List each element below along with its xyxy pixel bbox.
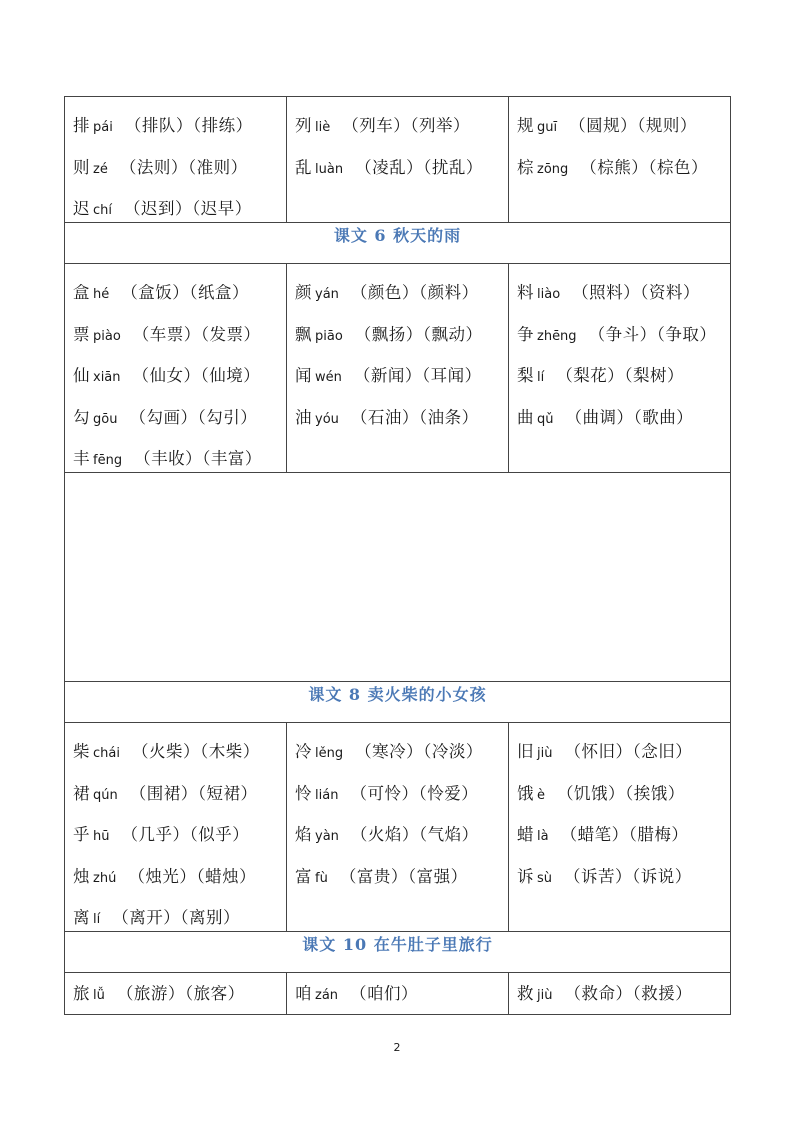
vocab-entry bbox=[295, 355, 508, 397]
vocab-cell bbox=[65, 97, 287, 223]
vocab-entry bbox=[295, 856, 508, 898]
vocab-char: 则 bbox=[73, 157, 90, 177]
vocab-char: 票 bbox=[73, 324, 90, 344]
vocab-char: 裙 bbox=[73, 783, 90, 803]
vocab-words: （丰收）（丰富） bbox=[134, 449, 262, 468]
vocab-char: 咱 bbox=[295, 984, 312, 1003]
cell-body bbox=[509, 264, 730, 472]
vocab-char: 焰 bbox=[295, 825, 312, 844]
vocab-words: （迟到）（迟早） bbox=[124, 199, 252, 218]
vocab-char: 饿 bbox=[517, 783, 534, 803]
vocab-entry bbox=[517, 272, 730, 314]
vocab-char: 盒 bbox=[73, 283, 90, 302]
vocab-char: 料 bbox=[517, 283, 534, 302]
vocab-words: （飘扬）（飘动） bbox=[354, 324, 483, 344]
vocab-row bbox=[65, 973, 731, 1015]
vocab-pinyin: zhú bbox=[93, 870, 117, 886]
vocab-char: 仙 bbox=[73, 366, 90, 385]
vocab-entry bbox=[517, 814, 730, 856]
vocab-row bbox=[65, 97, 731, 223]
vocab-char: 冷 bbox=[295, 742, 312, 761]
cell-body bbox=[287, 264, 508, 472]
vocab-words: （蜡笔）（腊梅） bbox=[560, 825, 689, 844]
vocab-char: 棕 bbox=[517, 157, 534, 177]
vocab-cell bbox=[65, 723, 287, 932]
vocab-words: （列车）（列举） bbox=[342, 116, 470, 135]
vocab-words: （救命）（救援） bbox=[564, 984, 693, 1003]
vocab-entry bbox=[73, 314, 286, 356]
vocab-words: （火柴）（木柴） bbox=[131, 742, 260, 761]
vocab-pinyin: zán bbox=[315, 988, 339, 1003]
vocab-char: 旧 bbox=[517, 742, 534, 761]
vocab-words: （石油）（油条） bbox=[350, 407, 479, 427]
vocab-pinyin: là bbox=[537, 829, 549, 844]
vocab-pinyin: hū bbox=[93, 829, 110, 844]
vocab-words: （富贵）（富强） bbox=[339, 866, 468, 886]
cell-body bbox=[65, 973, 286, 1014]
vocab-entry bbox=[517, 773, 730, 815]
vocab-pinyin: liè bbox=[315, 120, 331, 135]
vocab-words: （法则）（准则） bbox=[119, 157, 248, 177]
vocab-words: （棕熊）（棕色） bbox=[580, 157, 709, 177]
cell-body bbox=[287, 97, 508, 222]
vocab-char: 油 bbox=[295, 407, 312, 427]
vocab-cell bbox=[287, 973, 509, 1015]
vocab-cell bbox=[509, 97, 731, 223]
vocab-words: （怀旧）（念旧） bbox=[564, 742, 693, 761]
vocab-entry bbox=[73, 731, 286, 773]
vocab-pinyin: xiān bbox=[93, 370, 121, 385]
vocab-entry bbox=[73, 397, 286, 439]
vocab-words: （可怜）（怜爱） bbox=[350, 783, 479, 803]
vocab-pinyin: è bbox=[537, 787, 545, 803]
vocab-words: （几乎）（似乎） bbox=[121, 825, 250, 844]
vocab-words: （新闻）（耳闻） bbox=[353, 366, 482, 385]
vocab-entry bbox=[295, 731, 508, 773]
vocab-words: （排队）（排练） bbox=[124, 116, 253, 135]
vocab-char: 怜 bbox=[295, 783, 312, 803]
vocab-entry bbox=[73, 814, 286, 856]
vocab-words: （圆规）（规则） bbox=[569, 116, 697, 135]
vocab-pinyin: qǔ bbox=[537, 411, 554, 427]
vocab-pinyin: yán bbox=[315, 287, 339, 302]
vocab-pinyin: lí bbox=[93, 912, 101, 927]
vocab-cell bbox=[65, 264, 287, 473]
vocab-entry bbox=[73, 272, 286, 314]
vocab-pinyin: qún bbox=[93, 787, 118, 803]
vocab-entry bbox=[295, 814, 508, 856]
vocab-entry bbox=[295, 773, 508, 815]
vocab-words: （颜色）（颜料） bbox=[350, 283, 479, 302]
page-number: 2 bbox=[393, 1041, 401, 1054]
vocab-pinyin: liào bbox=[537, 287, 561, 302]
vocab-char: 争 bbox=[517, 324, 534, 344]
vocab-char: 规 bbox=[517, 116, 534, 135]
vocab-entry bbox=[517, 856, 730, 898]
vocab-pinyin: lǚ bbox=[93, 988, 105, 1003]
vocab-entry bbox=[295, 314, 508, 356]
vocab-char: 丰 bbox=[73, 449, 90, 468]
vocab-words: （曲调）（歌曲） bbox=[565, 407, 694, 427]
vocab-char: 闻 bbox=[295, 366, 312, 385]
vocab-cell bbox=[509, 973, 731, 1015]
vocab-char: 蜡 bbox=[517, 825, 534, 844]
vocab-words: （诉苦）（诉说） bbox=[564, 866, 692, 886]
lesson-heading: 课文 6 秋天的雨 bbox=[65, 223, 731, 264]
vocab-char: 乱 bbox=[295, 157, 312, 177]
vocab-pinyin: zōng bbox=[537, 161, 569, 177]
vocab-char: 颜 bbox=[295, 283, 312, 302]
vocab-entry bbox=[517, 731, 730, 773]
cell-body bbox=[509, 723, 730, 931]
cell-body bbox=[287, 973, 508, 1014]
lesson-heading: 课文 10 在牛肚子里旅行 bbox=[65, 932, 731, 973]
vocab-char: 迟 bbox=[73, 199, 90, 218]
lesson-heading-row bbox=[65, 682, 731, 723]
cell-body bbox=[65, 97, 286, 222]
vocab-char: 诉 bbox=[517, 866, 534, 886]
vocab-words: （仙女）（仙境） bbox=[132, 366, 261, 385]
vocab-pinyin: jiù bbox=[537, 746, 553, 761]
blank-cell bbox=[65, 473, 731, 682]
blank-row bbox=[65, 473, 731, 682]
vocab-entry bbox=[73, 856, 286, 898]
vocab-pinyin: yóu bbox=[315, 411, 339, 427]
vocab-words: （围裙）（短裙） bbox=[129, 783, 258, 803]
vocab-entry bbox=[517, 314, 730, 356]
vocab-char: 勾 bbox=[73, 407, 90, 427]
vocab-pinyin: chái bbox=[93, 746, 120, 761]
vocab-pinyin: lí bbox=[537, 370, 545, 385]
vocab-pinyin: chí bbox=[93, 203, 112, 218]
vocab-row bbox=[65, 723, 731, 932]
vocab-words: （盒饭）（纸盒） bbox=[121, 283, 249, 302]
vocab-char: 乎 bbox=[73, 825, 90, 844]
vocab-entry bbox=[517, 973, 730, 1015]
vocab-words: （梨花）（梨树） bbox=[556, 366, 684, 385]
vocab-char: 柴 bbox=[73, 742, 90, 761]
vocab-char: 离 bbox=[73, 908, 90, 927]
vocab-pinyin: lěng bbox=[315, 746, 344, 761]
vocab-entry bbox=[517, 105, 730, 147]
vocab-entry bbox=[73, 355, 286, 397]
vocab-entry bbox=[73, 105, 286, 147]
vocab-pinyin: gōu bbox=[93, 411, 118, 427]
vocab-entry bbox=[295, 105, 508, 147]
vocab-words: （勾画）（勾引） bbox=[129, 407, 258, 427]
vocab-words: （寒冷）（冷淡） bbox=[355, 742, 483, 761]
cell-body bbox=[65, 264, 286, 472]
vocab-char: 烛 bbox=[73, 866, 90, 886]
vocabulary-table bbox=[64, 96, 731, 1015]
vocab-pinyin: fù bbox=[315, 870, 328, 886]
vocab-entry bbox=[295, 973, 508, 1015]
vocab-words: （凌乱）（扰乱） bbox=[355, 157, 483, 177]
vocab-entry bbox=[73, 973, 286, 1015]
vocab-pinyin: zé bbox=[93, 161, 108, 177]
vocab-cell bbox=[287, 97, 509, 223]
vocab-entry bbox=[73, 147, 286, 189]
vocab-pinyin: jiù bbox=[537, 988, 553, 1003]
vocab-cell bbox=[509, 264, 731, 473]
vocab-words: （争斗）（争取） bbox=[588, 324, 717, 344]
vocab-entry bbox=[73, 773, 286, 815]
vocab-cell bbox=[287, 264, 509, 473]
vocab-char: 旅 bbox=[73, 984, 90, 1003]
vocab-words: （咱们） bbox=[350, 984, 419, 1003]
vocab-entry bbox=[517, 397, 730, 439]
vocab-words: （车票）（发票） bbox=[132, 324, 261, 344]
vocab-pinyin: guī bbox=[537, 120, 558, 135]
vocab-entry bbox=[295, 272, 508, 314]
vocab-pinyin: wén bbox=[315, 370, 342, 385]
lesson-heading: 课文 8 卖火柴的小女孩 bbox=[65, 682, 731, 723]
vocab-pinyin: sù bbox=[537, 870, 553, 886]
vocab-char: 梨 bbox=[517, 366, 534, 385]
vocab-pinyin: zhēng bbox=[537, 328, 577, 344]
vocab-words: （火焰）（气焰） bbox=[350, 825, 479, 844]
vocab-pinyin: yàn bbox=[315, 829, 339, 844]
vocab-char: 救 bbox=[517, 984, 534, 1003]
vocab-char: 列 bbox=[295, 116, 312, 135]
vocab-pinyin: luàn bbox=[315, 161, 344, 177]
cell-body bbox=[65, 723, 286, 931]
vocab-pinyin: hé bbox=[93, 287, 110, 302]
vocab-entry bbox=[295, 147, 508, 189]
cell-body bbox=[509, 973, 730, 1014]
vocab-words: （照料）（资料） bbox=[572, 283, 700, 302]
vocab-words: （烛光）（蜡烛） bbox=[128, 866, 257, 886]
vocab-entry bbox=[295, 397, 508, 439]
cell-body bbox=[287, 723, 508, 931]
cell-body bbox=[509, 97, 730, 222]
vocab-pinyin: pái bbox=[93, 120, 113, 135]
vocab-entry bbox=[517, 147, 730, 189]
vocab-pinyin: lián bbox=[315, 787, 339, 803]
vocab-char: 排 bbox=[73, 116, 90, 135]
vocab-cell bbox=[65, 973, 287, 1015]
vocab-pinyin: piào bbox=[93, 328, 121, 344]
vocab-entry bbox=[73, 438, 286, 480]
vocab-entry bbox=[517, 355, 730, 397]
vocab-row bbox=[65, 264, 731, 473]
vocab-pinyin: piāo bbox=[315, 328, 343, 344]
vocab-char: 富 bbox=[295, 866, 312, 886]
vocab-words: （离开）（离别） bbox=[112, 908, 240, 927]
vocab-char: 曲 bbox=[517, 407, 534, 427]
vocab-words: （饥饿）（挨饿） bbox=[557, 783, 685, 803]
vocab-char: 飘 bbox=[295, 324, 312, 344]
vocab-cell bbox=[509, 723, 731, 932]
vocab-pinyin: fēng bbox=[93, 453, 123, 468]
vocab-words: （旅游）（旅客） bbox=[116, 984, 245, 1003]
vocab-cell bbox=[287, 723, 509, 932]
